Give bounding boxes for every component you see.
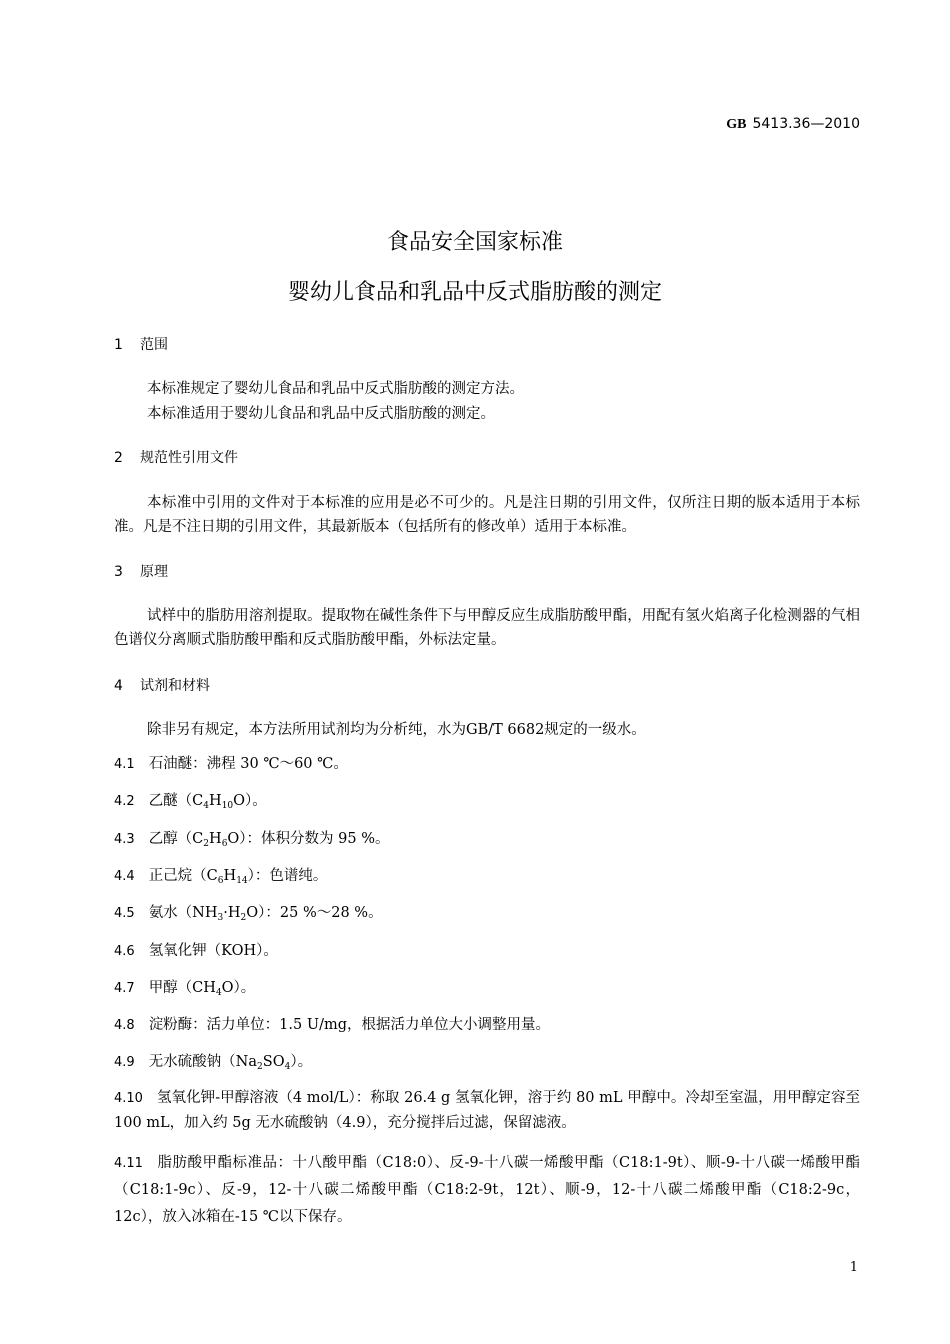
subscript: 2 xyxy=(203,839,210,849)
document-title-line2: 婴幼儿食品和乳品中反式脂肪酸的测定 xyxy=(287,280,662,305)
item-text-part: ）：色谱纯。 xyxy=(247,868,328,884)
item-text-part: O）：25 %～28 %。 xyxy=(246,905,383,921)
list-item-4-8 xyxy=(114,1011,860,1040)
item-number: 4.7 xyxy=(114,981,135,996)
subscript: 4 xyxy=(203,801,210,811)
item-text-part: O）：体积分数为 95 %。 xyxy=(227,831,390,847)
item-number: 4.6 xyxy=(114,944,135,959)
list-item-4-4 xyxy=(114,862,860,891)
list-item-4-5 xyxy=(114,899,860,928)
list-item-4-6 xyxy=(114,937,860,966)
section-4-paragraph-1: 除非另有规定，本方法所用试剂均为分析纯，水为GB/T 6682规定的一级水。 xyxy=(147,722,646,738)
list-item-4-7 xyxy=(114,974,860,1003)
item-text-part: 氨水（NH xyxy=(148,905,218,921)
subscript: 14 xyxy=(236,876,248,886)
page-number: 1 xyxy=(849,1260,858,1275)
item-text-part: 乙醚（C xyxy=(148,793,204,809)
section-heading-2 xyxy=(114,447,238,467)
list-item-4-2 xyxy=(114,787,860,816)
section-number: 4 xyxy=(114,678,123,694)
item-text: 氢氧化钾（KOH）。 xyxy=(148,943,278,959)
section-heading-3 xyxy=(114,561,168,581)
item-text-part: 甲醇（CH xyxy=(148,980,216,996)
section-heading-4 xyxy=(114,675,210,695)
item-text: 氢氧化钾-甲醇溶液（4 mol/L）：称取 26.4 g 氢氧化钾，溶于约 80 mL 甲醇中。冷却至室温，用甲醇定容至 100 mL，加入约 5g 无水硫酸钠（4.9），充分搅拌后过滤，保留滤液。 xyxy=(114,1090,860,1131)
item-text-part: 正己烷（C xyxy=(148,868,218,884)
list-item-4-1 xyxy=(114,750,860,779)
item-number: 4.9 xyxy=(114,1055,135,1070)
item-number: 4.3 xyxy=(114,832,135,847)
subscript: 2 xyxy=(240,913,247,923)
item-text-part: H xyxy=(223,868,237,884)
item-text-part: O）。 xyxy=(233,793,267,809)
section-number: 1 xyxy=(114,337,123,353)
item-text-part: 无水硫酸钠（Na xyxy=(148,1054,258,1070)
item-text-part: O）。 xyxy=(221,980,256,996)
section-number: 3 xyxy=(114,564,123,580)
item-text-part: H xyxy=(209,831,222,847)
item-text: 淀粉酶：活力单位：1.5 U/mg，根据活力单位大小调整用量。 xyxy=(148,1017,550,1033)
item-number: 4.4 xyxy=(114,869,135,884)
section-number: 2 xyxy=(114,450,123,466)
item-number: 4.1 xyxy=(114,757,135,772)
section-title: 规范性引用文件 xyxy=(140,450,238,466)
item-number: 4.5 xyxy=(114,906,135,921)
subscript: 4 xyxy=(215,988,222,998)
item-number: 4.8 xyxy=(114,1018,135,1033)
standard-code xyxy=(726,116,860,133)
list-item-4-9 xyxy=(114,1048,860,1077)
list-item-4-11 xyxy=(114,1150,860,1231)
subscript: 6 xyxy=(221,839,228,849)
list-item-4-10 xyxy=(114,1086,860,1136)
subscript: 6 xyxy=(217,876,224,886)
item-number: 4.10 xyxy=(114,1091,143,1106)
item-number: 4.11 xyxy=(114,1156,143,1171)
list-item-4-3 xyxy=(114,825,860,854)
item-text-part: ·H xyxy=(223,905,241,921)
section-3-paragraph-1: 试样中的脂肪用溶剂提取。提取物在碱性条件下与甲醇反应生成脂肪酸甲酯，用配有氢火焰离子化检测器的气相色谱仪分离顺式脂肪酸甲酯和反式脂肪酸甲酯，外标法定量。 xyxy=(114,608,860,648)
subscript: 10 xyxy=(221,801,234,811)
subscript: 2 xyxy=(257,1062,263,1072)
section-heading-1 xyxy=(114,334,168,354)
standard-code-number: 5413.36—2010 xyxy=(752,116,860,132)
section-title: 范围 xyxy=(140,337,168,353)
item-text-part: ）。 xyxy=(290,1054,313,1070)
item-number: 4.2 xyxy=(114,794,135,809)
item-text-part: H xyxy=(209,793,222,809)
item-text-part: 乙醇（C xyxy=(148,831,204,847)
section-1-paragraph-2: 本标准适用于婴幼儿食品和乳品中反式脂肪酸的测定。 xyxy=(147,406,495,422)
section-2-paragraph-1: 本标准中引用的文件对于本标准的应用是必不可少的。凡是注日期的引用文件，仅所注日期的版本适用于本标准。凡是不注日期的引用文件，其最新版本（包括所有的修改单）适用于本标准。 xyxy=(114,495,860,535)
document-title-line1: 食品安全国家标准 xyxy=(386,230,563,255)
item-text-part: SO xyxy=(262,1054,285,1070)
section-title: 试剂和材料 xyxy=(140,678,210,694)
item-text: 石油醚：沸程 30 ℃～60 ℃。 xyxy=(148,756,348,772)
section-title: 原理 xyxy=(140,564,168,580)
section-1-paragraph-1: 本标准规定了婴幼儿食品和乳品中反式脂肪酸的测定方法。 xyxy=(147,381,524,397)
subscript: 3 xyxy=(217,913,224,923)
item-text: 脂肪酸甲酯标准品：十八酸甲酯（C18:0）、反-9-十八碳一烯酸甲酯（C18:1-9t）、顺-9-十八碳一烯酸甲酯（C18:1-9c）、反-9，12-十八碳二烯酸甲酯（C18:2-9t，12t）、顺-9，12-十八碳二烯酸甲酯（C18:2-9c，12c），放入冰箱在-15 ℃以下保存。 xyxy=(114,1155,860,1225)
standard-code-prefix: GB xyxy=(726,117,747,132)
subscript: 4 xyxy=(284,1062,291,1072)
